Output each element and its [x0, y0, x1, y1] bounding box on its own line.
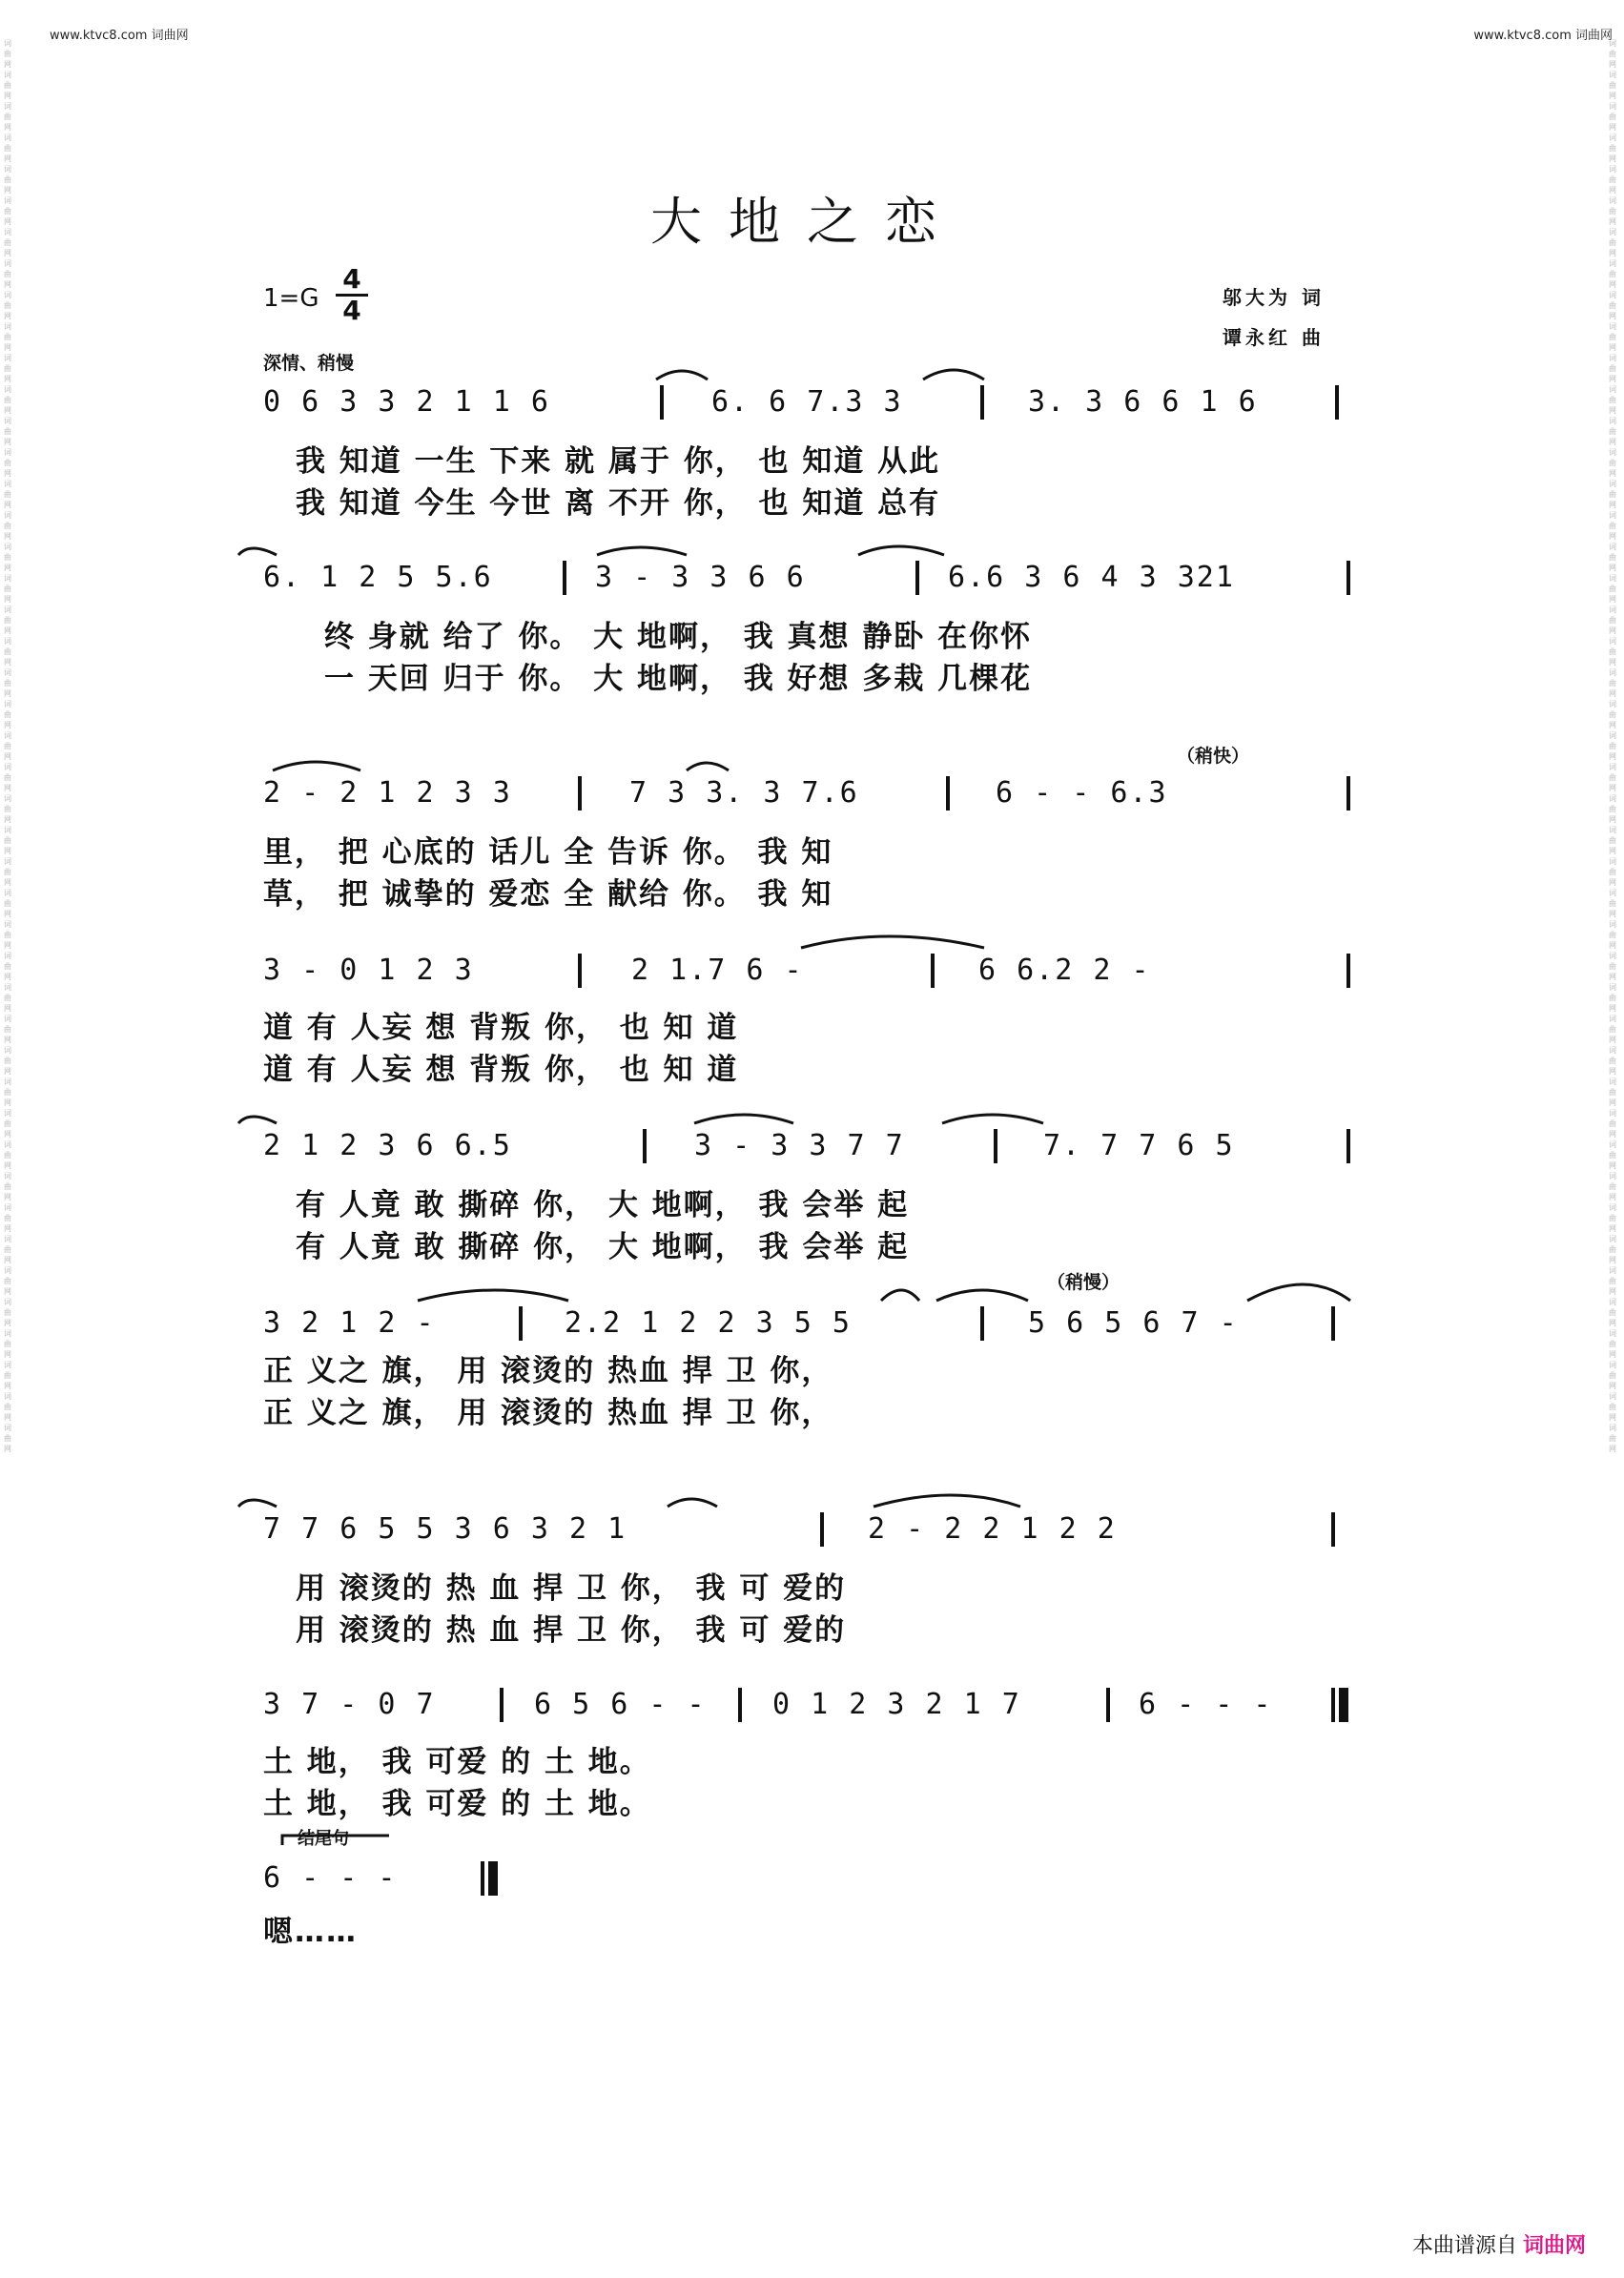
- slur: [597, 547, 687, 555]
- footer-brand-link[interactable]: 词曲网: [1522, 2233, 1586, 2257]
- slur: [942, 1115, 1043, 1123]
- notes-line6-m2: 2.2 1 2 2 3 5 5: [565, 1306, 852, 1340]
- notes-line2-m1: 6. 1 2 5 5.6: [263, 561, 493, 594]
- tempo-mark: 深情、稍慢: [263, 353, 355, 374]
- notes-line3-m3: 6 - - 6.3: [996, 776, 1168, 810]
- slur: [801, 936, 984, 948]
- notes-line8-m1: 3 7 - 0 7: [263, 1688, 436, 1721]
- side-watermark-left: 词曲网词曲网词曲网词曲网词曲网词曲网词曲网词曲网词曲网词曲网词曲网词曲网词曲网词曲网词曲网词曲网词曲网词曲网词曲网词曲网词曲网词曲网词曲网词曲网词曲网词曲网词曲网词曲网词曲网词曲网词曲网词曲网词曲网词曲网词曲网词曲网词曲网词曲网词曲网词曲网词曲网词曲网词曲网词曲网词曲网: [4, 39, 11, 1453]
- ending-bracket: [282, 1836, 389, 1845]
- notes-line5-m3: 7. 7 7 6 5: [1043, 1129, 1235, 1162]
- slur: [656, 371, 708, 380]
- lyric-line4-v2: 道 有 人妄 想 背叛 你， 也 知 道: [263, 1053, 739, 1087]
- lyric-line3-v1: 里， 把 心底的 话儿 全 告诉 你。 我 知: [263, 835, 833, 870]
- notes-line6-m1: 3 2 1 2 -: [263, 1306, 436, 1340]
- slur: [238, 1500, 277, 1507]
- footer-prefix: 本曲谱源自: [1411, 2233, 1517, 2257]
- notes-line3-m1: 2 - 2 1 2 3 3: [263, 776, 512, 810]
- lyric-line7-v2: 用 滚烫的 热 血 捍 卫 你， 我 可 爱的: [296, 1613, 847, 1648]
- notes-line2-m3: 6.6 3 6 4 3 321: [948, 561, 1235, 594]
- slur: [923, 370, 984, 380]
- slur: [874, 1495, 1020, 1507]
- composer: 谭永红 曲: [1223, 326, 1325, 349]
- lyric-line1-v2: 我 知道 今生 今世 离 不开 你， 也 知道 总有: [296, 486, 941, 521]
- notes-line4-m1: 3 - 0 1 2 3: [263, 954, 474, 987]
- notes-line7-m1: 7 7 6 5 5 3 6 3 2 1: [263, 1512, 627, 1546]
- notes-line4-m2: 2 1.7 6 -: [631, 954, 804, 987]
- lyric-line2-v1: 终 身就 给了 你。 大 地啊， 我 真想 静卧 在你怀: [324, 620, 1033, 654]
- slur: [687, 763, 729, 770]
- notes-line5-m2: 3 - 3 3 7 7: [694, 1129, 905, 1162]
- lyric-line8-v1: 土 地， 我 可爱 的 土 地。: [263, 1745, 651, 1779]
- slur: [668, 1499, 717, 1507]
- lyric-line5-v1: 有 人竟 敢 撕碎 你， 大 地啊， 我 会举 起: [296, 1188, 910, 1222]
- lyric-line5-v2: 有 人竟 敢 撕碎 你， 大 地啊， 我 会举 起: [296, 1230, 910, 1264]
- notes-line1-m3: 3. 3 6 6 1 6: [1028, 385, 1258, 419]
- slur: [694, 1115, 793, 1123]
- ending-label: 结尾句: [298, 1829, 349, 1849]
- notes-line7-m2: 2 - 2 2 1 2 2: [868, 1512, 1117, 1546]
- slur: [238, 548, 277, 555]
- lyric-line1-v1: 我 知道 一生 下来 就 属于 你， 也 知道 从此: [296, 444, 941, 479]
- lyric-line2-v2: 一 天回 归于 你。 大 地啊， 我 好想 多栽 几棵花: [324, 662, 1033, 696]
- tempo-faster: （稍快）: [1177, 746, 1250, 767]
- lyric-line7-v1: 用 滚烫的 热 血 捍 卫 你， 我 可 爱的: [296, 1571, 847, 1606]
- notes-line6-m3: 5 6 5 6 7 -: [1028, 1306, 1239, 1340]
- lyric-line8-v2: 土 地， 我 可爱 的 土 地。: [263, 1787, 651, 1821]
- notes-line5-m1: 2 1 2 3 6 6.5: [263, 1129, 512, 1162]
- lyric-line6-v2: 正 义之 旗， 用 滚烫的 热血 捍 卫 你，: [263, 1396, 833, 1430]
- notes-line2-m2: 3 - 3 3 6 6: [595, 561, 806, 594]
- slur: [418, 1290, 568, 1301]
- slur: [238, 1117, 277, 1123]
- tempo-slower: （稍慢）: [1047, 1272, 1120, 1293]
- slur: [1247, 1284, 1350, 1301]
- notes-line1-m1: 0 6 3 3 2 1 1 6: [263, 385, 550, 419]
- notes-line8-m2: 6 5 6 - -: [534, 1688, 707, 1721]
- slur: [936, 1290, 1028, 1301]
- slur: [881, 1290, 919, 1301]
- lyric-line6-v1: 正 义之 旗， 用 滚烫的 热血 捍 卫 你，: [263, 1354, 833, 1388]
- lyricist: 邬大为 词: [1223, 286, 1325, 309]
- notes-line3-m2: 7 3 3. 3 7.6: [629, 776, 859, 810]
- ending-lyric: 嗯……: [263, 1915, 358, 1949]
- time-bottom: 4: [336, 294, 368, 325]
- ending-notes: 6 - - -: [263, 1861, 398, 1895]
- notes-line4-m3: 6 6.2 2 -: [978, 954, 1151, 987]
- key-signature: 1=G: [263, 284, 319, 313]
- site-url-left[interactable]: www.ktvc8.com 词曲网: [50, 29, 189, 43]
- slur: [273, 762, 360, 770]
- footer-source: [1412, 2229, 1586, 2259]
- lyric-line4-v1: 道 有 人妄 想 背叛 你， 也 知 道: [263, 1011, 739, 1045]
- side-watermark-right: 词曲网词曲网词曲网词曲网词曲网词曲网词曲网词曲网词曲网词曲网词曲网词曲网词曲网词曲网词曲网词曲网词曲网词曲网词曲网词曲网词曲网词曲网词曲网词曲网词曲网词曲网词曲网词曲网词曲网词曲网词曲网词曲网词曲网词曲网词曲网词曲网词曲网词曲网词曲网词曲网词曲网词曲网词曲网词曲网词曲网: [1609, 39, 1616, 1453]
- lyric-line3-v2: 草， 把 诚挚的 爱恋 全 献给 你。 我 知: [263, 877, 833, 912]
- notes-line1-m2: 6. 6 7.3 3: [711, 385, 903, 419]
- notes-line8-m4: 6 - - -: [1139, 1688, 1273, 1721]
- site-url-right[interactable]: www.ktvc8.com 词曲网: [1473, 29, 1613, 43]
- time-top: 4: [342, 263, 361, 295]
- notes-line8-m3: 0 1 2 3 2 1 7: [772, 1688, 1021, 1721]
- slur: [858, 546, 944, 555]
- song-title: 大地之恋: [650, 192, 963, 252]
